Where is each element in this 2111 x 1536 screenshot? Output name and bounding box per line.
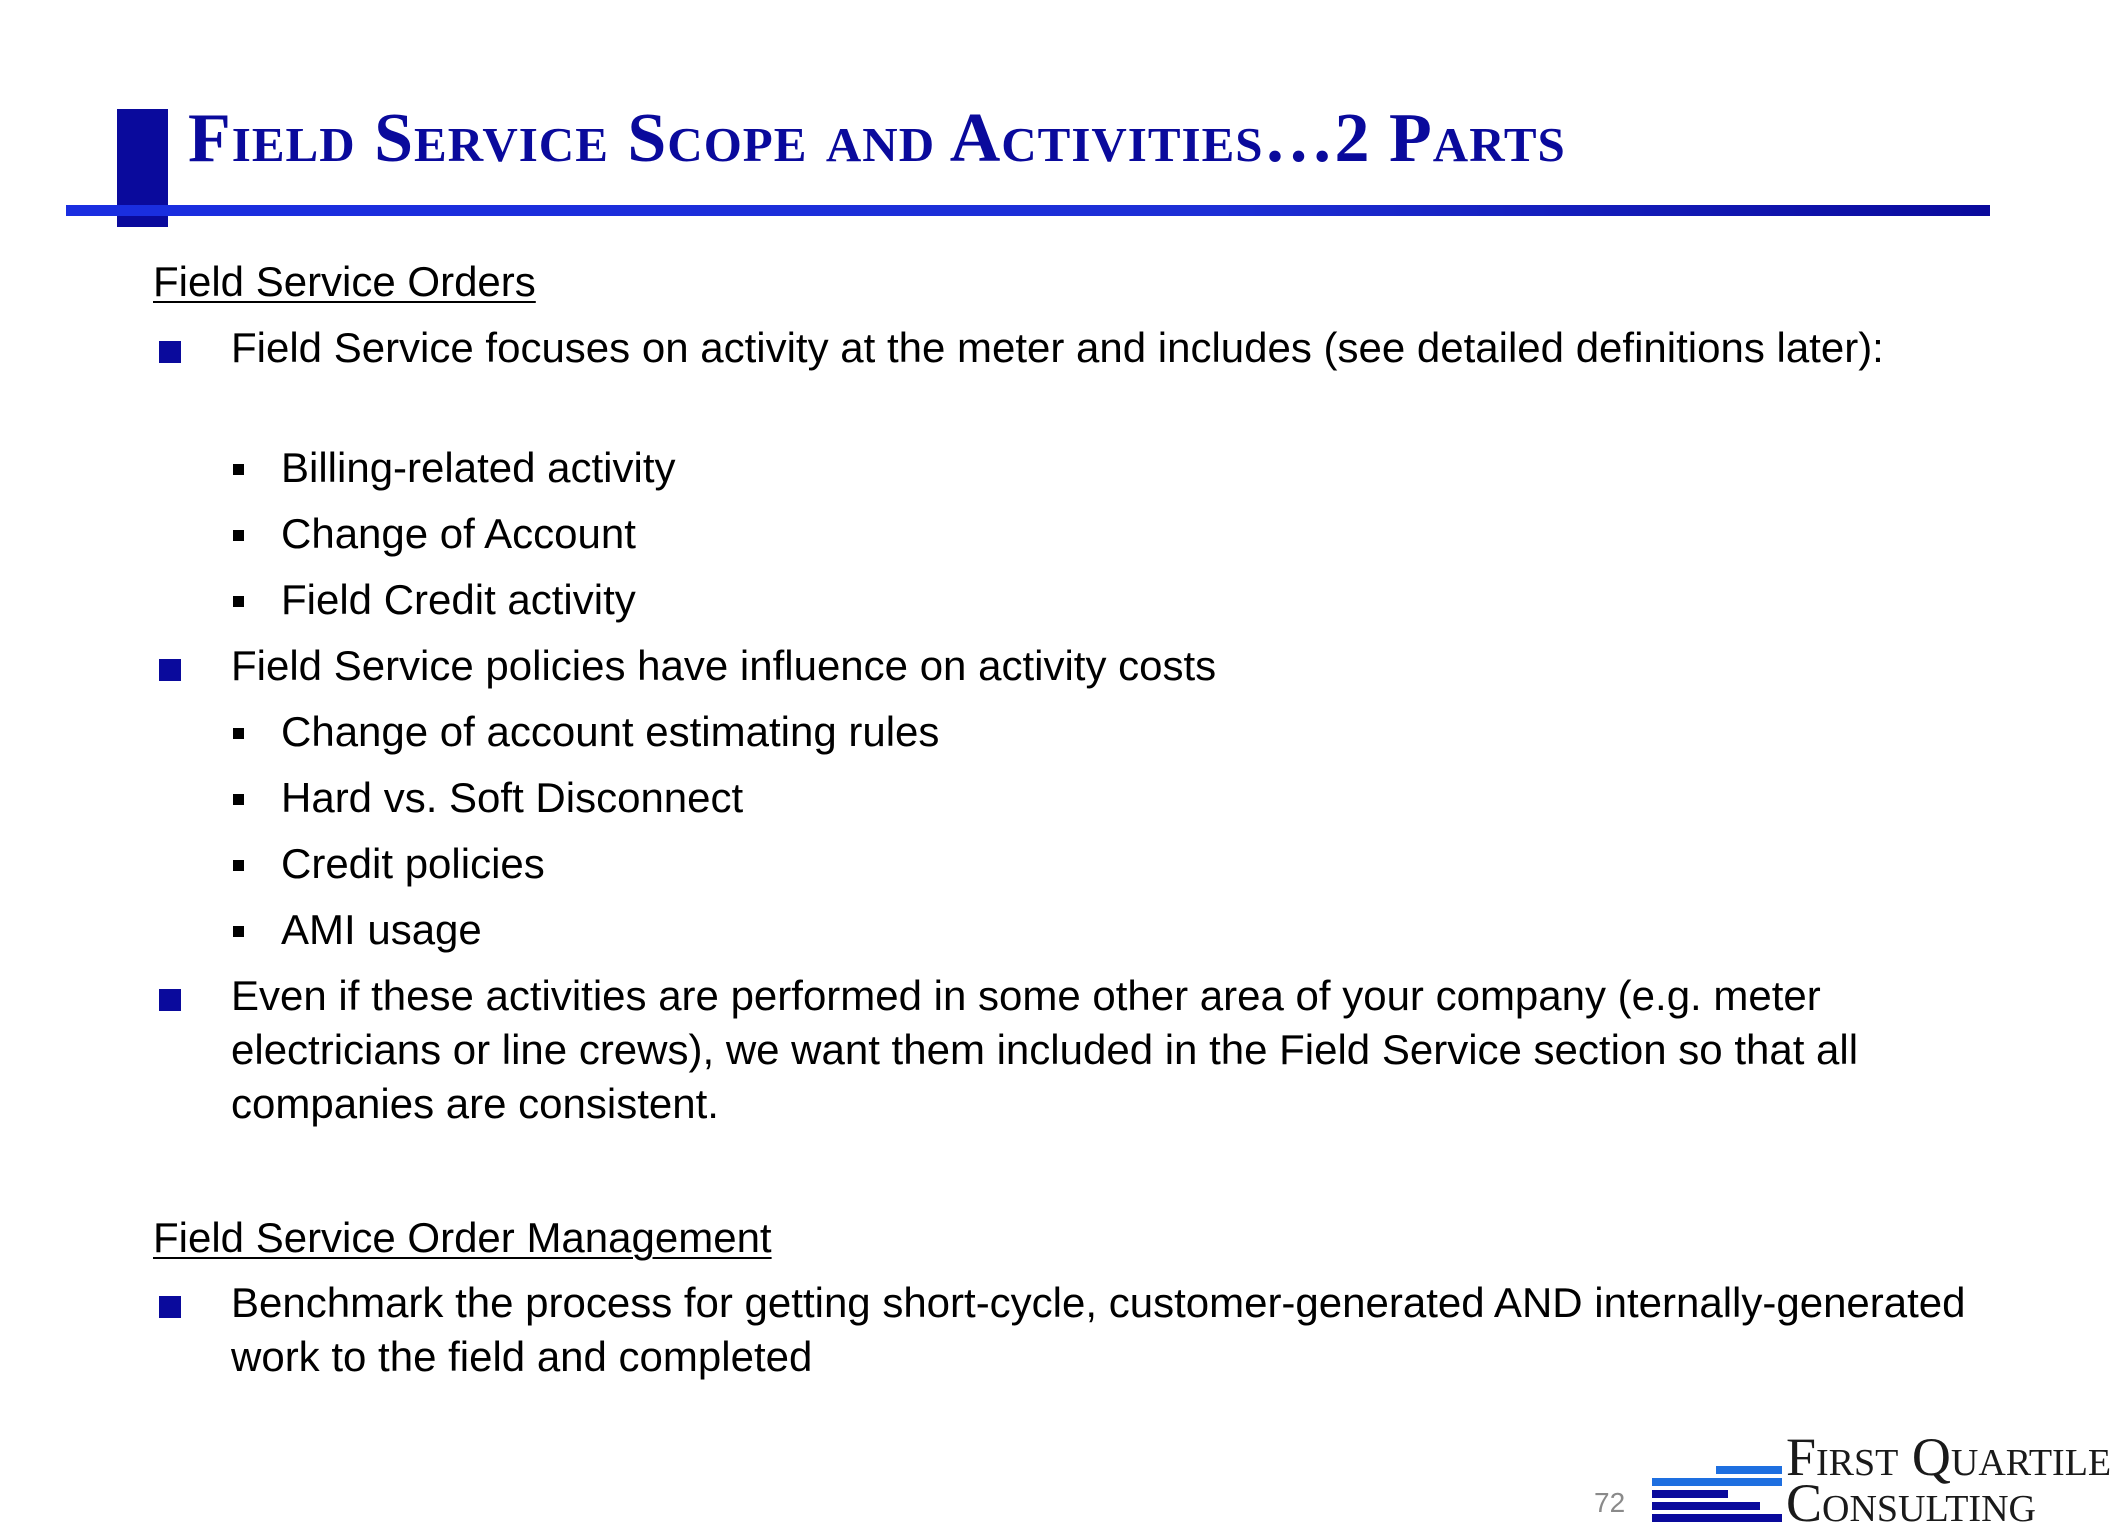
section-heading-field-service-orders: Field Service Orders <box>153 258 536 305</box>
sub-bullet-text: Field Credit activity <box>281 576 636 623</box>
sub-bullet-item <box>233 771 1933 825</box>
small-square-bullet-icon <box>233 596 244 607</box>
slide-title: Field Service Scope and Activities…2 Parts <box>188 100 1566 177</box>
logo-bar-5 <box>1652 1514 1782 1522</box>
bullet-item <box>153 1276 1983 1384</box>
square-bullet-icon <box>159 1296 181 1318</box>
square-bullet-icon <box>159 989 181 1011</box>
sub-bullet-item <box>233 441 1933 495</box>
logo-bar-1 <box>1716 1466 1782 1474</box>
bullet-text: Even if these activities are performed in some other area of your company (e.g. meter electricians or line crews), we want them included in the Field Service section so that all companies are consistent. <box>231 972 1859 1127</box>
sub-bullet-item <box>233 507 1933 561</box>
page-number: 72 <box>1594 1487 1626 1518</box>
bullet-text: Field Service focuses on activity at the meter and includes (see detailed definitions later): <box>231 324 1884 371</box>
sub-bullet-text: Credit policies <box>281 840 545 887</box>
logo-bar-3 <box>1652 1490 1728 1498</box>
sub-bullet-text: AMI usage <box>281 906 482 953</box>
section-heading-field-service-order-management: Field Service Order Management <box>153 1214 772 1261</box>
bullet-item <box>153 639 1983 693</box>
small-square-bullet-icon <box>233 794 244 805</box>
bullet-item <box>153 321 1983 375</box>
title-underline-rule <box>66 205 1990 216</box>
logo-text-line1: First Quartile <box>1786 1427 2111 1487</box>
company-logo <box>1648 1427 2111 1533</box>
square-bullet-icon <box>159 659 181 681</box>
logo-bar-4 <box>1652 1502 1760 1510</box>
sub-bullet-text: Change of account estimating rules <box>281 708 940 755</box>
sub-bullet-item <box>233 903 1933 957</box>
bullet-text: Field Service policies have influence on activity costs <box>231 642 1217 689</box>
bullet-text: Benchmark the process for getting short-cycle, customer-generated AND internally-generated work to the field and completed <box>231 1279 1966 1380</box>
small-square-bullet-icon <box>233 860 244 871</box>
sub-bullet-text: Change of Account <box>281 510 636 557</box>
small-square-bullet-icon <box>233 464 244 475</box>
small-square-bullet-icon <box>233 926 244 937</box>
bullet-item <box>153 969 1983 1131</box>
logo-bar-2 <box>1652 1478 1782 1486</box>
sub-bullet-item <box>233 705 1933 759</box>
logo-text-line2: Consulting <box>1786 1473 2036 1533</box>
sub-bullet-text: Billing-related activity <box>281 444 676 491</box>
small-square-bullet-icon <box>233 728 244 739</box>
sub-bullet-item <box>233 573 1933 627</box>
small-square-bullet-icon <box>233 530 244 541</box>
sub-bullet-item <box>233 837 1933 891</box>
sub-bullet-text: Hard vs. Soft Disconnect <box>281 774 744 821</box>
square-bullet-icon <box>159 341 181 363</box>
